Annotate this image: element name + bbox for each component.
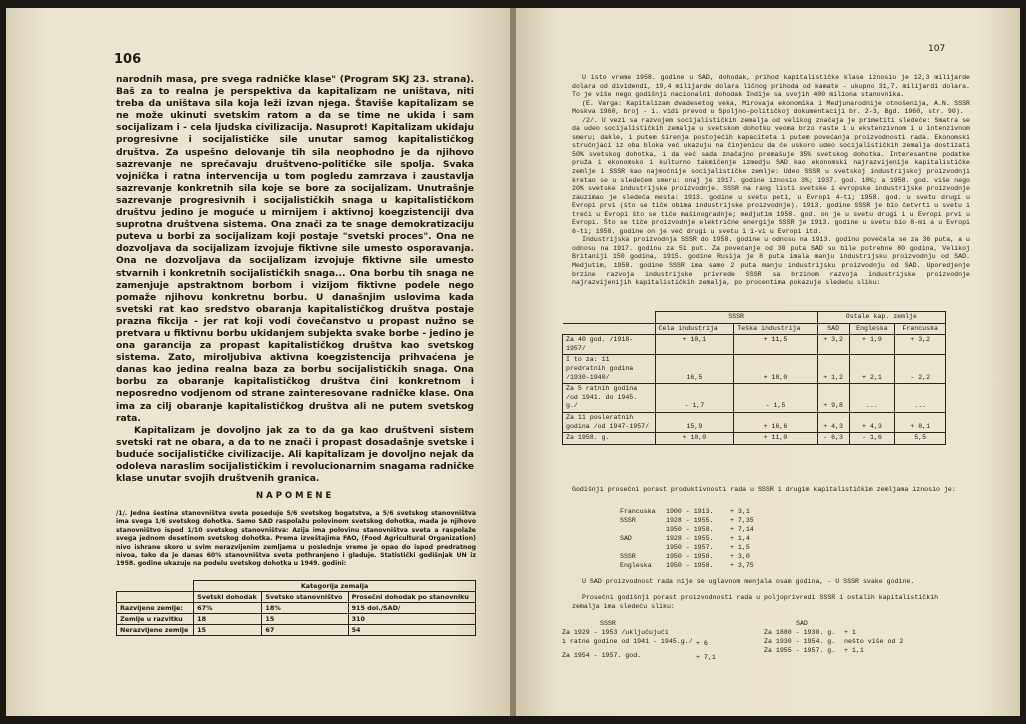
table-header-row: [563, 312, 946, 324]
table-row: I to za: 11 predratnih godina /1930-1940/ 16,5 + 18,0 + 1,2 + 2,1 - 2,2: [563, 355, 946, 384]
growth-table: [562, 311, 946, 445]
column-title: SAD: [796, 620, 808, 627]
table-header: SSSR: [655, 312, 817, 324]
table-header: SAD: [817, 323, 849, 335]
productivity-list: Francuska 1900 - 1913. + 3,1 SSSR 1928 - 1955. + 7,35 1950 - 1958. + 7,14 SAD 1928 - 1955. + 1,4 1950 - 1957. + 1,5 SSSR 1950 - 1958. + 3,0 Engleska 1950 - 1958. + 3,75 U SAD proizvodnost rada nije se uglavnom menjala osam godina, - U SSSR svake godine. Prosečni godišnji porast proizvodnosti rada u poljoprivredi SSSR i ostalih kapitalističkih zemalja ima sledeću sliku: SSSR SAD Za 1929 - 1953 /uključujući Za 1880 - 1930. g. + 1 i ratne godine od 1941 - 1945.g./ + 6 Za 1930 - 1954. g. nešto više od 2 Za 1954 - 1957. god. + 7,1 Za 1955 - 1957. g. + 1,1: [516, 478, 1020, 716]
table-header: Francuska: [895, 323, 946, 335]
open-book: [6, 8, 1020, 716]
table-row: Za 11 posleratnih godina /od 1947-1957/ 15,9 + 16,6 + 4,3 + 4,3 + 8,1: [563, 412, 946, 432]
income-table: [116, 580, 476, 636]
table-header-row: [563, 323, 946, 335]
body-text: [572, 74, 970, 288]
table-header: Svetski dohodak: [194, 592, 262, 603]
paragraph: Godišnji prosečni porast produktivnosti rada u SSSR i drugim kapitalističkim zemljama iznosio je:: [572, 486, 956, 493]
table-group-header: Kategorija zemalja: [194, 581, 476, 592]
column-title: SSSR: [600, 620, 616, 627]
table-header: Engleska: [849, 323, 895, 335]
page-number: 107: [928, 44, 946, 54]
paragraph: U isto vreme 1958. godine u SAD, dohodak, prihod kapitalističke klase iznosio je 12,3 milijarde dolara od dividendi, 19,4 milijarde dolara ličnog prihoda od kamate - ukupno 31,7. milijardi dolara. To je više nego godišnji nacionalni dohodak Indije sa svojih 400 miliona stanovnika.: [572, 74, 970, 99]
notes-heading: NAPOMENE: [256, 491, 335, 501]
table-row: Za 5 ratnih godina /od 1941. do 1945. g./ - 1,7 - 1,5 + 9,8 ... ...: [563, 384, 946, 413]
table-header: Teška industrija: [734, 323, 817, 335]
table-row: Nerazvijene zemlje 15 67 54: [117, 625, 476, 636]
paragraph: Industrijska proizvodnja SSSR do 1958. godine u odnosu na 1913. godinu povećala se za 36 puta, a u odnosu na 1917. godinu za 51 put. Za povećanje od 30 puta SAD su bile potrebne 80 godina, Velikoj Britaniji 150 godina, 1915. godine Rusija je 8 puta imala manju industrijsku proizvodnju od SAD. Medjutim, 1958. godine SSSR ima samo 2 puta manju industrijsku proizvodnju od SAD. Uporedjenje brzine razvoja industrijske privrede SSSR sa brzinom razvoja industrijske proizvodnje najrazvijenijih kapitalističkih zemalja, po procentima pokazuje sledeću sliku:: [572, 236, 970, 287]
table-header: Prosečni dohodak po stanovniku: [348, 592, 475, 603]
table-row: Razvijene zemlje: 67% 18% 915 dol./SAD/: [117, 603, 476, 614]
table-row: Za 40 god. /1918-1957/ + 10,1 + 11,5 + 3,2 + 1,9 + 3,2: [563, 335, 946, 355]
paragraph: /2/. U vezi sa razvojem socijalističkih zemalja od velikog značaja je primetiti sledeće: Smatra se da udeo socijalističkih zemalja u svetskom dohotku veoma brzo raste i u ekstenzivnom i u intenzivnom smeru; dakle, i putem širenja postojećih kapaciteta i putem povećanja proizvodnosti rada. Ekonomski stručnjaci iz oba bloka već ukazuju na činjenicu da će uskoro udeo socijalističkih zemalja dostizati 50% svetskog dohotka, i da već sada značajno premašuje 35% svetskog dohotka. Interesantne podatke pruža i ekonomsko i kulturno takmičenje izmedju SAD kao ekonomski najrazvijenije kapitalističke zemlje i SSSR kao najmoćnije socijalističke zemlje: Udeo SSSR u svetskoj industrijskoj proizvodnji kretao se u sledećem smeru: onaj je 1917. godine iznosio 3%; 1937. god. 10%; a 1958. god. više nego 20% svetske industrijske proizvodnje. SSSR na rang listi svetske i evropske industrijske proizvodnje zauzimao je sledeća mesta: 1913. godine u svetu peti, u Evropi 4-ti; 1958. god. u svetu drugi u Evropi prvi (što se tiče obima industrijske proizvodnje). 1913. godine SSSR je bio četvrti u svetu i treći u Evropi što se tiče mašinogradnje; medjutim 1958. god. on je u svetu drugi i u Evropi prvi u Evropi. Što se tiče proizvodnje električne energije SSSR je 1913. godine u svetu bio 8-mi a u Evropi 6-ti; 1958. godine on je već drugi u svetu i 1-vi u Evropi itd.: [572, 116, 970, 235]
paragraph: U SAD proizvodnost rada nije se uglavnom menjala osam godina, - U SSSR svake godine.: [582, 578, 915, 585]
right-page-lower: [516, 478, 1020, 716]
table-row: Zemlje u razvitku 18 15 310: [117, 614, 476, 625]
table-header: Svetsko stanovništvo: [262, 592, 348, 603]
paragraph: Prosečni godišnji porast proizvodnosti rada u poljoprivredi SSSR i ostalih kapitalističkih zemalja ima sledeću sliku:: [572, 594, 939, 610]
table-header: Cela industrija: [655, 323, 734, 335]
paragraph: (E. Varga: Kapitalizam dvadesetog veka, Mirovaja ekonomika i Medjunarodnije otnošenija, A.N. SSSR Moskva 1960, broj - 1. vidi prevod u Spoljno-političkoj dokumentaciji br. 2-3, Bgd. 1960, str. 90).: [572, 99, 970, 116]
paragraph: narodnih masa, pre svega radničke klase" (Program SKJ 23. strana). Baš za to realna je perspektiva da kapitalizam ne uništava, niti treba da uništava sila koja leži izvan njega. Štaviše kapitalizam se ne može ukinuti svetskim ratom a da se time ne ukida i sam socijalizam i - cela ljudska civilizacija. Nasuprot! Kapitalizam ukidaju progresivne i socijalističke sile unutar samog kapitalističkog društva. Za uspešno delovanje tih sila neophodno je da njihovo sazrevanje ne sprečavaju društveno-političke sile spolja. Svaka vojnička i ratna intervencija u tom pogledu zamrzava i zaustavlja sazrevanje konkretnih sila koje se bore za socijalizam. Unutrašnje sazrevanje progresivnih i socijalističkih snaga u kapitalističkom društvu jedino je moguće u mirnijem i aktivnoj koegzistenciji dva suprotna društvena sistema. Ona znači za te snage demokratizaciju puteva u borbi za socijalizam koji postaje "svetski proces". Ona ne dozvoljava da socijalizam izvojuje fiktivne sile umesto osporavanja. Ona ne dozvoljava da socijalizam izvojuje fiktivne sile umesto stvarnih i konkretnih socijalističkih snaga... Ona borbu tih snaga ne zamenjuje apstraktnom borbom i vizijom fiktivne podele nego pomaže njihovu konkretnu borbu. U današnjim uslovima kada svetski rat kao sredstvo obaranja kapitalističkog društva postaje prazna fikcija - jer rat koji vodi čovečanstvo u propast nužno se pretvara u fiktivnu borbu ukidanjem subjekta svake borbe - jedino je ona garancija za propast kapitalističkog društva kao svetskog sistema. Zato, miroljubiva aktivna koegzistencija prihvaćena je danas kao jedina realna baza za borbu socijalističkih snaga. Ona borbu za obaranje kapitalističkog društva čini konkretnom i neposredno vodjenom od strane zainteresovane radničke klase. Ona ima za cilj obaranje kapitalističkog društva ali ne putem svetskog rata.: [116, 74, 474, 424]
table-header: Ostale kap. zemlje: [817, 312, 945, 324]
table-header-row: [117, 592, 476, 603]
table-row: Za 1958. g. + 10,0 + 11,0 - 6,3 - 1,6 5,5: [563, 433, 946, 445]
paragraph: Kapitalizam je dovoljno jak za to da ga kao društveni sistem svetski rat ne obara, a da to ne znači i propast dosadašnje svetske i buduće socijalističke civilizacije. Ali kapitalizam je dovoljno nejak da odoleva naraslim socijalističkim i revolucionarnim snagama radničke klase unutar svojih društvenih granica.: [116, 424, 474, 485]
left-page: [6, 8, 512, 716]
body-text: [116, 74, 474, 485]
page-number: 106: [114, 52, 142, 67]
footnote: /1/. Jedna šestina stanovništva sveta poseduje 5/6 svetskog bogatstva, a 5/6 svetskog stanovništva ima svega 1/6 svetskog dohotka. Samo SAD raspolažu polovinom svetskog dohotka, mada je njihovo stanovništvo ispod 1/10 svetskog stanovništva: Azija ima polovinu stanovništva sveta a raspolaže svega jednom desetinom svetskog dohotka. Prema izveštajima FAO, (Food Agricultural Organization) nivo ishrane skoro u svim nerazvijenim zemljama u poslednje vreme je opao do ispod predratnog nivoa, tako da je danas 60% stanovništva sveta pothranjeno i gladuje. Statistički godišnjak UN iz 1958. godine ukazuje na podelu svetskog dohotka u 1949. godini:: [116, 510, 476, 568]
